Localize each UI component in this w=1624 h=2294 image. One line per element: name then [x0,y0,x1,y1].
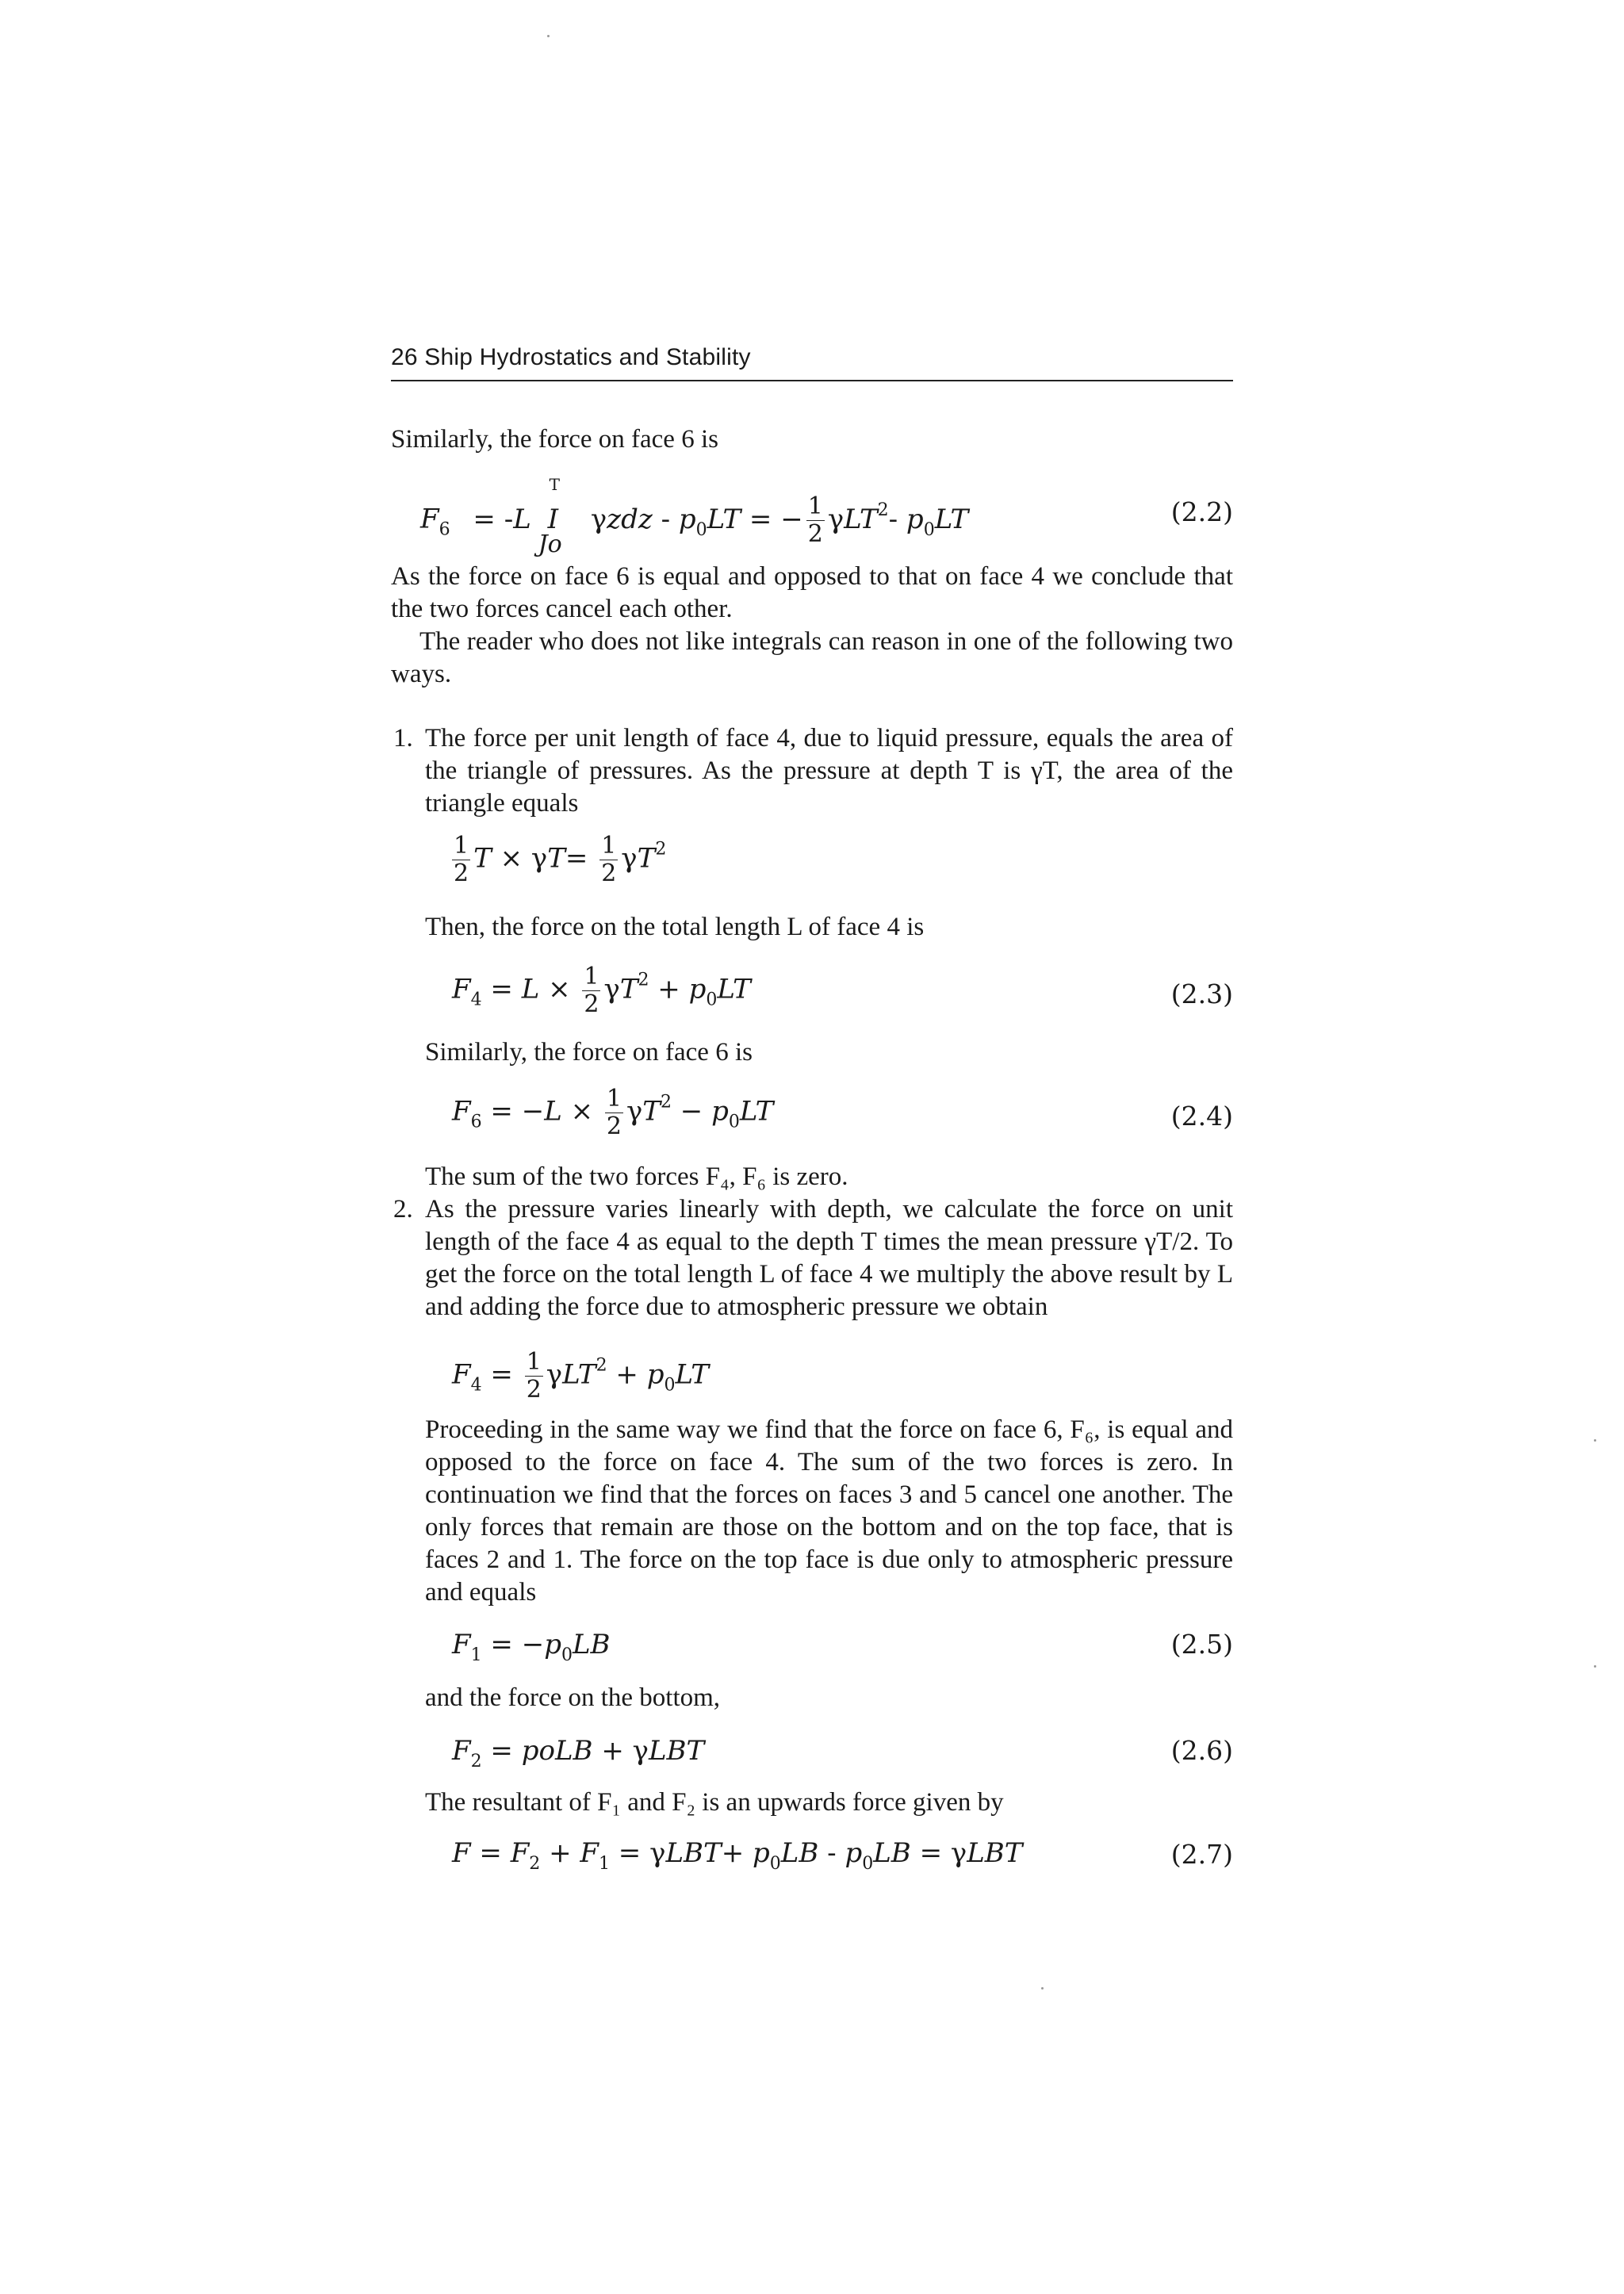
running-head: 26 Ship Hydrostatics and Stability [391,344,751,370]
equation-2-2: $F_6 = -L$ T I Jo γzdz - $p_0LT$ = − $\frac{1}{2}$ γLT$^2$- $p_0LT$ [420,474,969,558]
scan-speck [1594,1439,1596,1442]
paragraph-face6-intro: Similarly, the force on face 6 is [391,425,718,454]
list-item-1-number: 1. [393,724,413,753]
list-item-2-number: 2. [393,1195,413,1224]
equation-2-7: $F = F_2 + F_1 = \gamma LBT+ p_0LB - p_0LB = \gamma LBT$ [452,1837,1023,1874]
equation-f4-linear: $F_4$ = $\frac{1}{2}$ $\gamma LT^2 + p_0LT$ [452,1348,709,1404]
integral-upper-limit: T [549,474,560,494]
equation-2-3: $F_4 = L$ × $\frac{1}{2}$ $\gamma T^2 + p_0LT$ [452,963,751,1018]
equation-number-2-3: (2.3) [1170,978,1233,1009]
paragraph-reader: The reader who does not like integrals can reason in one of the following two ways. [391,627,1233,688]
equation-number-2-5: (2.5) [1170,1629,1233,1660]
equation-number-2-6: (2.6) [1170,1735,1233,1766]
paragraph-sum-zero: The sum of the two forces F₄, F₆ is zero. [425,1162,848,1191]
list-item-1-text: The force per unit length of face 4, due to liquid pressure, equals the area of the triangle of pressures. As the pressure at depth T is γT, the area of the triangle equals [425,724,1233,818]
scan-speck [1041,1987,1044,1990]
list-item-2-text: As the pressure varies linearly with depth, we calculate the force on unit length of the face 4 as equal to the depth T times the mean pressure γT/2. To get the force on the total length L of face 4 we multiply the above result by L and adding the force due to atmospheric pressure we obtain [425,1195,1233,1321]
paragraph-resultant: The resultant of F₁ and F₂ is an upwards force given by [425,1788,1004,1817]
equation-2-4: $F_6 = -L$ × $\frac{1}{2}$ $\gamma T^2 - p_0LT$ [452,1085,774,1140]
equation-2-6: $F_2$ = poLB + γLBT [452,1735,705,1771]
equation-2-5: $F_1 = -p_0LB$ [452,1629,611,1665]
scan-speck [547,35,550,37]
scan-speck [1594,1665,1596,1668]
equation-number-2-4: (2.4) [1170,1101,1233,1132]
integral-lower-limit: Jo [538,530,562,558]
paragraph-similarly-face6: Similarly, the force on face 6 is [425,1038,753,1067]
paragraph-cancel: As the force on face 6 is equal and opposed to that on face 4 we conclude that the two forces cancel each other. [391,562,1233,623]
equation-number-2-2: (2.2) [1170,496,1233,527]
header-rule [391,380,1233,381]
equation-triangle-area: $\frac{1}{2}$ T × γT= $\frac{1}{2}$ $\gamma T^2$ [454,832,667,887]
equation-number-2-7: (2.7) [1170,1839,1233,1870]
paragraph-proceeding: Proceeding in the same way we find that the force on face 6, F₆, is equal and opposed to the force on face 4. The sum of the two forces is zero. In continuation we find that the forces on faces 3 and 5 cancel one another. The only forces that remain are those on the bottom and on the top face, that is faces 2 and 1. The force on the top face is due only to atmospheric pressure and equals [425,1415,1233,1607]
paragraph-bottom: and the force on the bottom, [425,1683,721,1712]
paragraph-then-length: Then, the force on the total length L of face 4 is [425,913,925,941]
